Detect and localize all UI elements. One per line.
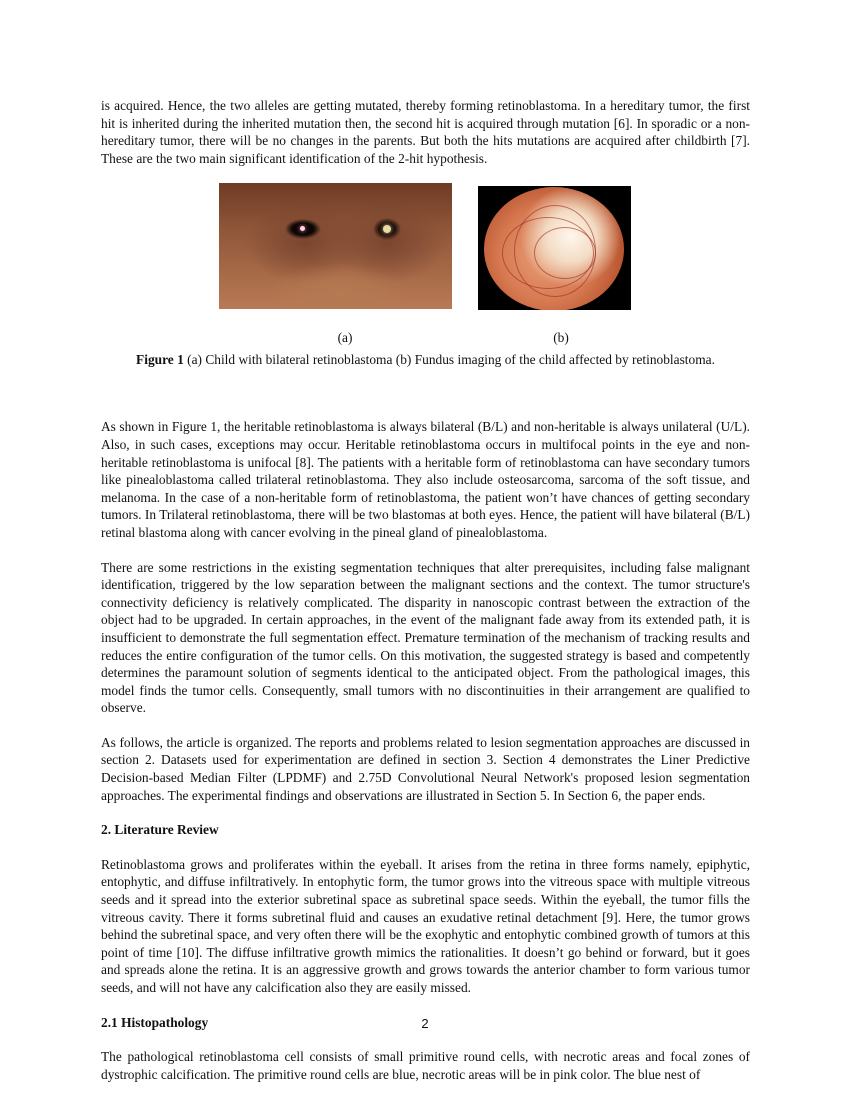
figure-label-b: (b) <box>553 330 569 346</box>
page-number: 2 <box>421 1016 429 1031</box>
fundus-image <box>478 186 631 310</box>
figure-label-a: (a) <box>337 330 353 346</box>
fundus-disc <box>484 187 624 310</box>
paragraph-intro: is acquired. Hence, the two alleles are getting mutated, thereby forming retinoblastoma. In a hereditary tumor, the first hit is inherited during the inherited mutation then, the second hit is acquired through mutation [6]. In sporadic or a non-hereditary tumor, there will be no changes in the parents. But both the hits mutations are acquired after childbirth [7]. These are the two main significant identification of the 2-hit hypothesis. <box>101 98 750 166</box>
figure-caption <box>101 351 750 369</box>
paragraph-3: As follows, the article is organized. The reports and problems related to lesion segmentation approaches are discussed in section 2. Datasets used for experimentation are defined in section 3. Section 4 demonstrates the Liner Predictive Decision-based Median Filter (LPDMF) and 2.75D Convolutional Neural Network's proposed lesion segmentation approaches. The experimental findings and observations are illustrated in Section 5. In Section 6, the paper ends. <box>101 734 750 803</box>
paragraph-2: There are some restrictions in the existing segmentation techniques that alter prerequisites, including false malignant identification, triggered by the low separation between the malignant sections and the context. The tumor structure's connectivity deficiency is relatively complicated. The disparity in nanoscopic contrast between the extraction of the object had to be upgraded. In certain approaches, in the event of the malignant fade away from its extended path, it is insufficient to demonstrate the full segmentation effect. Premature termination of the mechanism of tracking results and reduces the entire configuration of the tumor cells. On this motivation, the suggested strategy is based and competently determines the paramount solution of segments identical to the anticipated object. From the pathological images, this model finds the tumor cells. Consequently, small tumors with no discontinuities in their arrangement are qualified to observe. <box>101 559 750 716</box>
section-heading-literature-review: 2. Literature Review <box>101 822 219 838</box>
section-heading-histopathology: 2.1 Histopathology <box>101 1014 209 1030</box>
paragraph-1: As shown in Figure 1, the heritable retinoblastoma is always bilateral (B/L) and non-heritable is always unilateral (U/L). Also, in such cases, exceptions may occur. Heritable retinoblastoma occurs in multifocal points in the eye and non-heritable retinoblastoma is unifocal [8]. The patients with a heritable form of retinoblastoma can have secondary tumors like pinealoblastoma called trilateral retinoblastoma. They also include osteosarcoma, sarcoma of the soft tissue, and melanoma. In the case of a non-heritable form of retinoblastoma, the patient won’t have chances of getting secondary tumors. In Trilateral retinoblastoma, there will be two blastomas at both eyes. Hence, the patient will have bilateral (B/L) retinal blastoma along with cancer evolving in the pineal gland of pinealoblastoma. <box>101 419 750 540</box>
paragraph-4: Retinoblastoma grows and proliferates within the eyeball. It arises from the retina in three forms namely, epiphytic, entophytic, and diffuse infiltratively. In entophytic form, the tumor grows into the vitreous space with multiple vitreous seeds and it spread into the exterior subretinal space as subretinal space seeds. Within the eyeball, the tumor fills the vitreous cavity. There it forms subretinal fluid and causes an exudative retinal detachment [9]. Here, the tumor grows behind the subretinal space, and very often there will be the exophytic and entophytic combined growth of tumors at this point of time [10]. The diffuse infiltrative growth mimics the rationalities. It doesn’t go behind or forward, but it goes and spreads alone the retina. It is an aggressive growth and grows towards the anterior chamber to form various tumor seeds, and will not have any calcification also they are easily missed. <box>101 856 750 995</box>
red-reflex-pupil <box>300 226 305 231</box>
figure-caption-text: (a) Child with bilateral retinoblastoma (b) Fundus imaging of the child affected by retinoblastoma. <box>183 352 715 368</box>
white-reflex-pupil <box>383 225 391 233</box>
paragraph-5: The pathological retinoblastoma cell consists of small primitive round cells, with necrotic areas and focal zones of dystrophic calcification. The primitive round cells are blue, necrotic areas will be in pink color. The blue nest of <box>101 1049 750 1082</box>
child-eyes-photo <box>219 183 452 309</box>
figure-1 <box>101 183 750 409</box>
page-content <box>101 97 750 1083</box>
figure-caption-label: Figure 1 <box>136 352 184 368</box>
